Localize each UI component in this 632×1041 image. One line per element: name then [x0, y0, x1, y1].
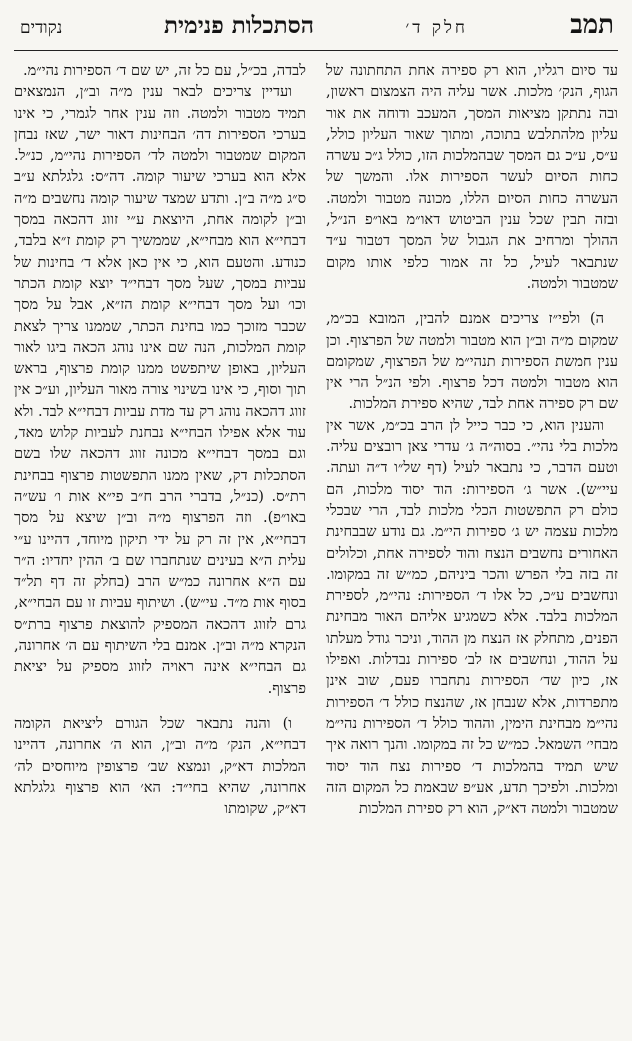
right-column [326, 60, 618, 1030]
paragraph: והענין הוא, כי כבר כייל לן הרב בכ״מ, אשר אין מלכות בלי נהי״. בסוה״ה ג׳ עדרי צאן רובצים עליה. וטעם הדבר, כי נתבאר לעיל (דף של״ו ד״ה ועתה. עיי״ש). אשר ג׳ הספירות: הוד יסוד מלכות, הם כולם רק התפשטות הכלי מלכות לבד, הרי שבכלי מלכות עצמה יש ג׳ ספירות הי״מ. גם נודע שבבחינת האחורים נחשבים הנצח והוד לספירה אחת, וכלולים זה בזה בלי הפרש והכר ביניהם, כמ״ש זה במקומו. ונחשבים ע״כ, כל אלו ד׳ הספירות: נהי״מ, לספירת המלכות בלבד. אלא כשמגיע אליהם האור מבחינת הפנים, מתחלק אז הנצח מן ההוד, וניכר גודל מעלתו על ההוד, ונחשבים אז לב׳ ספירות נבדלות. ואפילו אז, כיון שד׳ הספירות נתחברו פעם, שוב אינן מתפרדות, אלא שנבחן אז, שהנצח כולל ד׳ הספירות נהי״מ מבחינת הימין, וההוד כולל ד׳ הספירות נהי״מ מבחי׳ השמאל. כמ״ש כל זה במקומו. והנך רואה איך שיש תמיד בהמלכות ד׳ ספירות נצח הוד יסוד ומלכות. ולפיכך תדע, אע״פ שבאמת כל המקום הזה שמטבור ולמטה דא״ק, הוא רק ספירת המלכות [326, 416, 618, 818]
left-column [14, 60, 306, 1030]
part-label: חלק ד׳ [405, 18, 468, 38]
paragraph: ו) והנה נתבאר שכל הגורם ליציאת הקומה דבחי״א, הנק׳ מ״ה וב״ן, הוא ה׳ אחרונה, דהיינו המלכות דא״ק, ונמצא שב׳ פרצופין מיוחסים לה׳ אחרונה, שהיא בחי״ד: הא׳ הוא פרצוף גלגלתא דא״ק, שקומתו [14, 714, 306, 818]
paragraph: ועדיין צריכים לבאר ענין מ״ה וב״ן, הנמצאים תמיד מטבור ולמטה. וזה ענין אחר לגמרי, כי אינו בערכי הספירות דה׳ הבחינות דאור ישר, שאז נבחן המקום שמטבור ולמטה לד׳ הספירות נהי״מ, כנ״ל. אלא הוא בערכי שיעור קומה. דה״ס: גלגלתא ע״ב ס״ג מ״ה ב״ן. ותדע שמצד שיעור קומה נחשבים מ״ה וב״ן לקומה אחת, היוצאת ע״י זווג דהכאה במסך דבחי״א הוא מבחי״א, שממשיך רק קומת ז״א בלבד, כנודע. והטעם הוא, כי אין כאן אלא ד׳ בחינות של עביות במסך, שעל מסך דבחי״ד יוצא קומת הכתר וכו׳ ועל מסך דבחי״א קומת הז״א, אבל על מסך שכבר מזוכך כמו בחינת הכתר, שממנו צריך לצאת קומת המלכות, הנה שם אינו נוהג הכאה ביגו לאור העליון, באופן שיתפשט ממנו קומת פרצוף, בראש תוך וסוף, כי אינו בשינוי צורה מאור העליון, וע״כ אין זווג דהכאה נוהג רק עד מדת עביות דבחי״א לבד. ולא עוד אלא אפילו הבחי״א נבחנת לעביות קלוש מאד, וגם במסך דבחי״א מכונה זווג דהכאה שלו בשם הסתכלות דק, שאין ממנו התפשטות פרצוף בבחינת רת״ס. (כנ״ל, בדברי הרב ח״ב פי״א אות ו׳ עש״ה באו״פ). וזה הפרצוף מ״ה וב״ן שיצא על מסך דבחי״א, אין זה רק על ידי תיקון מיוחד, דהיינו ע״י עלית ה״א בעינים שנתחברו שם ב׳ ההין יחדיו: ה״ר עם ה״א אחרונה כמ״ש הרב (בחלק זה דף תל״ד בסוף אות מ״ד. עי״ש). ושיתוף עביות זו עם הבחי״א, גרם לזווג דהכאה המספיק להוצאת פרצוף ברת״ס הנקרא מ״ה וב״ן. אמנם בלי השיתוף עם ה׳ אחרונה, גם הבחי״א אינה ראויה לזווג מספיק על יציאת פרצוף. [14, 83, 306, 697]
page-header [14, 6, 618, 51]
paragraph: ה) ולפי״ז צריכים אמנם להבין, המובא בכ״מ, שמקום מ״ה וב״ן הוא מטבור ולמטה של הפרצוף. וכן ענין חמשת הספירות תנהי״מ של הפרצוף, שמקומם הוא מטבור ולמטה דכל פרצוף. ולפי הנ״ל הרי אין שם רק ספירה אחת לבד, שהיא ספירת המלכות. [326, 310, 618, 413]
page-number: תמב [570, 10, 614, 40]
paragraph: לבדה, בכ״ל, עם כל זה, יש שם ד׳ הספירות נהי״מ. [22, 62, 306, 79]
section-label: נקודים [20, 18, 63, 38]
paragraph: עד סיום רגליו, הוא רק ספירה אחת התחתונה של הגוף, הנק׳ מלכות. אשר עליה היה הצמצום ראשון, ובה נתתקן מציאות המסך, המעכב ודוחה את אור עליון מלהתלבש בתוכה, ומתוך שאור העליון כולל, ע״ס, ע״כ גם המסך שבהמלכות הזו, כולל ג״כ עשרה כחות הסיום לעשר הספירות אלו. והמשך של העשרה כחות הסיום הללו, מכונה מטבור ולמטה. ובזה תבין שכל ענין הביטוש דאו״מ באו״פ הנ״ל, ההולך ומרחיב את הגבול של המסך דטבור ע״ד שנתבאר לעיל, כל זה אמור כלפי אותו מקום שמטבור ולמטה. [326, 62, 618, 292]
book-title: הסתכלות פנימית [164, 12, 314, 39]
